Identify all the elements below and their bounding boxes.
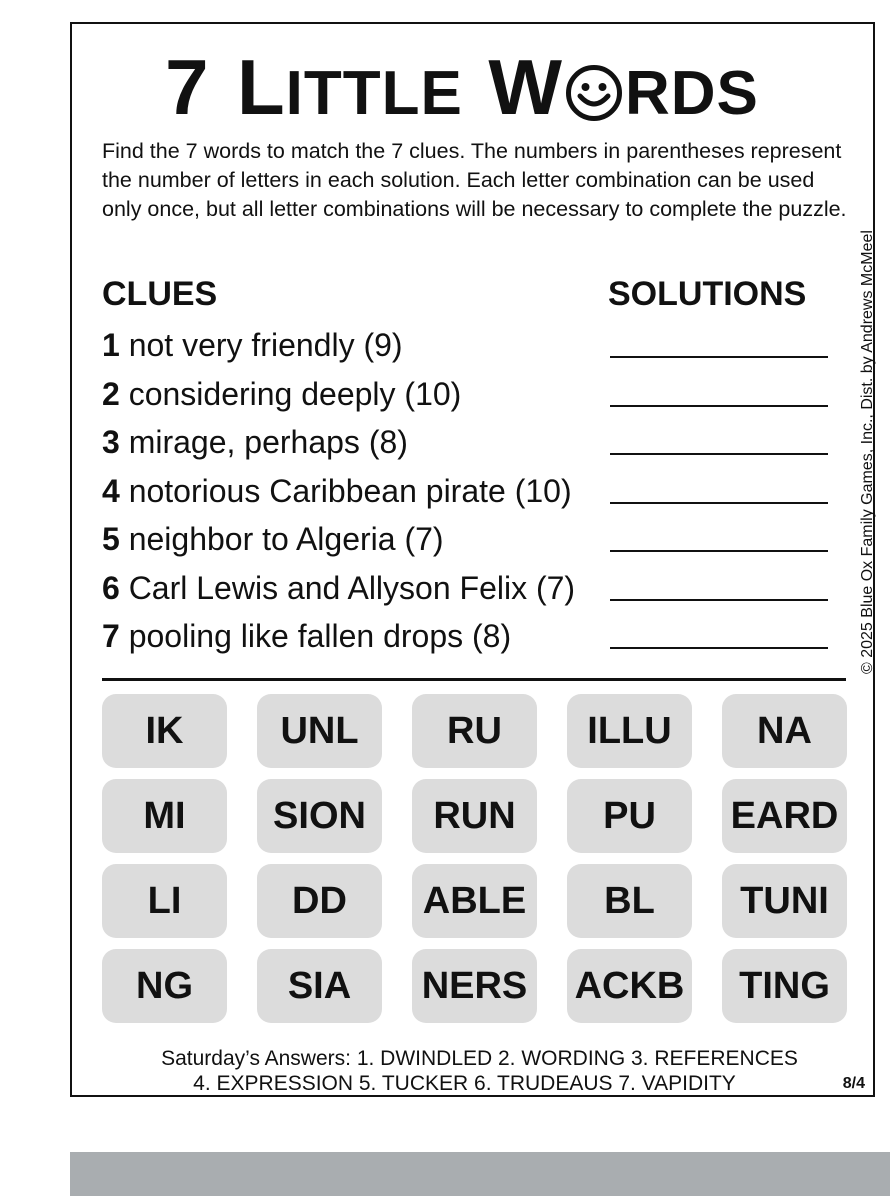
clue-row	[102, 518, 832, 567]
letter-tile[interactable]: BL	[567, 864, 692, 938]
clue-number: 3	[102, 424, 120, 460]
puzzle-panel	[70, 22, 875, 1097]
letter-tile[interactable]: RUN	[412, 779, 537, 853]
clue-row	[102, 615, 832, 664]
clue-description: mirage, perhaps (8)	[119, 424, 408, 460]
solution-blank[interactable]	[610, 356, 828, 358]
clue-text	[102, 567, 575, 609]
letter-tile[interactable]: ABLE	[412, 864, 537, 938]
letter-tile[interactable]: NG	[102, 949, 227, 1023]
clue-list	[102, 324, 832, 664]
solution-blank[interactable]	[610, 453, 828, 455]
clue-text	[102, 518, 444, 560]
clue-number: 5	[102, 521, 120, 557]
clue-description: notorious Caribbean pirate (10)	[119, 472, 572, 509]
letter-tile[interactable]: SION	[257, 779, 382, 853]
clue-description: considering deeply (10)	[119, 375, 462, 412]
letter-tile[interactable]: TUNI	[722, 864, 847, 938]
puzzle-title	[72, 42, 852, 139]
clue-description: pooling like fallen drops (8)	[119, 618, 512, 654]
section-divider	[102, 678, 846, 681]
letter-tile[interactable]: MI	[102, 779, 227, 853]
solution-blank[interactable]	[610, 647, 828, 649]
letter-tile[interactable]: TING	[722, 949, 847, 1023]
title-word2-initial: W	[488, 43, 563, 131]
title-word1-rest: ITTLE	[285, 59, 463, 128]
clue-number: 1	[102, 327, 120, 363]
previous-answers	[72, 1046, 877, 1096]
letter-tile[interactable]: IK	[102, 694, 227, 768]
copyright-credit: © 2025 Blue Ox Family Games, Inc., Dist. by Andrews McMeel	[859, 230, 876, 674]
clue-row	[102, 324, 832, 373]
letter-tile[interactable]: UNL	[257, 694, 382, 768]
clue-description: Carl Lewis and Allyson Felix (7)	[119, 569, 576, 606]
clue-number: 4	[102, 472, 120, 509]
solution-blank[interactable]	[610, 599, 828, 601]
clue-text	[102, 615, 511, 657]
letter-tile[interactable]: DD	[257, 864, 382, 938]
instructions-text: Find the 7 words to match the 7 clues. The numbers in parentheses represent the number of letters in each solution. Each letter combination can be used only once, but all letter combinations will be necessary to complete the puzzle.	[102, 139, 847, 221]
letter-tile[interactable]: ACKB	[567, 949, 692, 1023]
clue-number: 6	[102, 569, 120, 606]
title-number: 7	[165, 43, 210, 131]
clue-text	[102, 470, 572, 512]
solution-blank[interactable]	[610, 502, 828, 504]
clue-row	[102, 470, 832, 519]
letter-tile[interactable]: NERS	[412, 949, 537, 1023]
letter-tile[interactable]: LI	[102, 864, 227, 938]
clue-text	[102, 324, 403, 366]
clues-heading: CLUES	[102, 275, 218, 313]
answers-line-1: Saturday’s Answers: 1. DWINDLED 2. WORDING 3. REFERENCES	[161, 1047, 798, 1070]
clue-text	[102, 373, 461, 415]
clue-row	[102, 373, 832, 422]
letter-tile[interactable]: ILLU	[567, 694, 692, 768]
title-word1-initial: L	[237, 43, 286, 131]
letter-tile[interactable]: RU	[412, 694, 537, 768]
bottom-bar	[70, 1152, 890, 1196]
smiley-face-icon	[565, 64, 623, 127]
letter-tile[interactable]: PU	[567, 779, 692, 853]
letter-tile[interactable]: EARD	[722, 779, 847, 853]
letter-tile[interactable]: SIA	[257, 949, 382, 1023]
clue-description: neighbor to Algeria (7)	[119, 521, 444, 557]
solution-blank[interactable]	[610, 550, 828, 552]
solution-blank[interactable]	[610, 405, 828, 407]
answers-line-2: 4. EXPRESSION 5. TUCKER 6. TRUDEAUS 7. VAPIDITY	[193, 1072, 736, 1095]
clue-row	[102, 421, 832, 470]
clue-number: 2	[102, 375, 120, 412]
clue-row	[102, 567, 832, 616]
solutions-heading: SOLUTIONS	[608, 275, 807, 313]
clue-number: 7	[102, 618, 120, 654]
title-word2-rest: RDS	[624, 59, 759, 128]
clue-description: not very friendly (9)	[119, 327, 403, 363]
clue-text	[102, 421, 408, 463]
letter-tile[interactable]: NA	[722, 694, 847, 768]
puzzle-date: 8/4	[842, 1075, 865, 1092]
